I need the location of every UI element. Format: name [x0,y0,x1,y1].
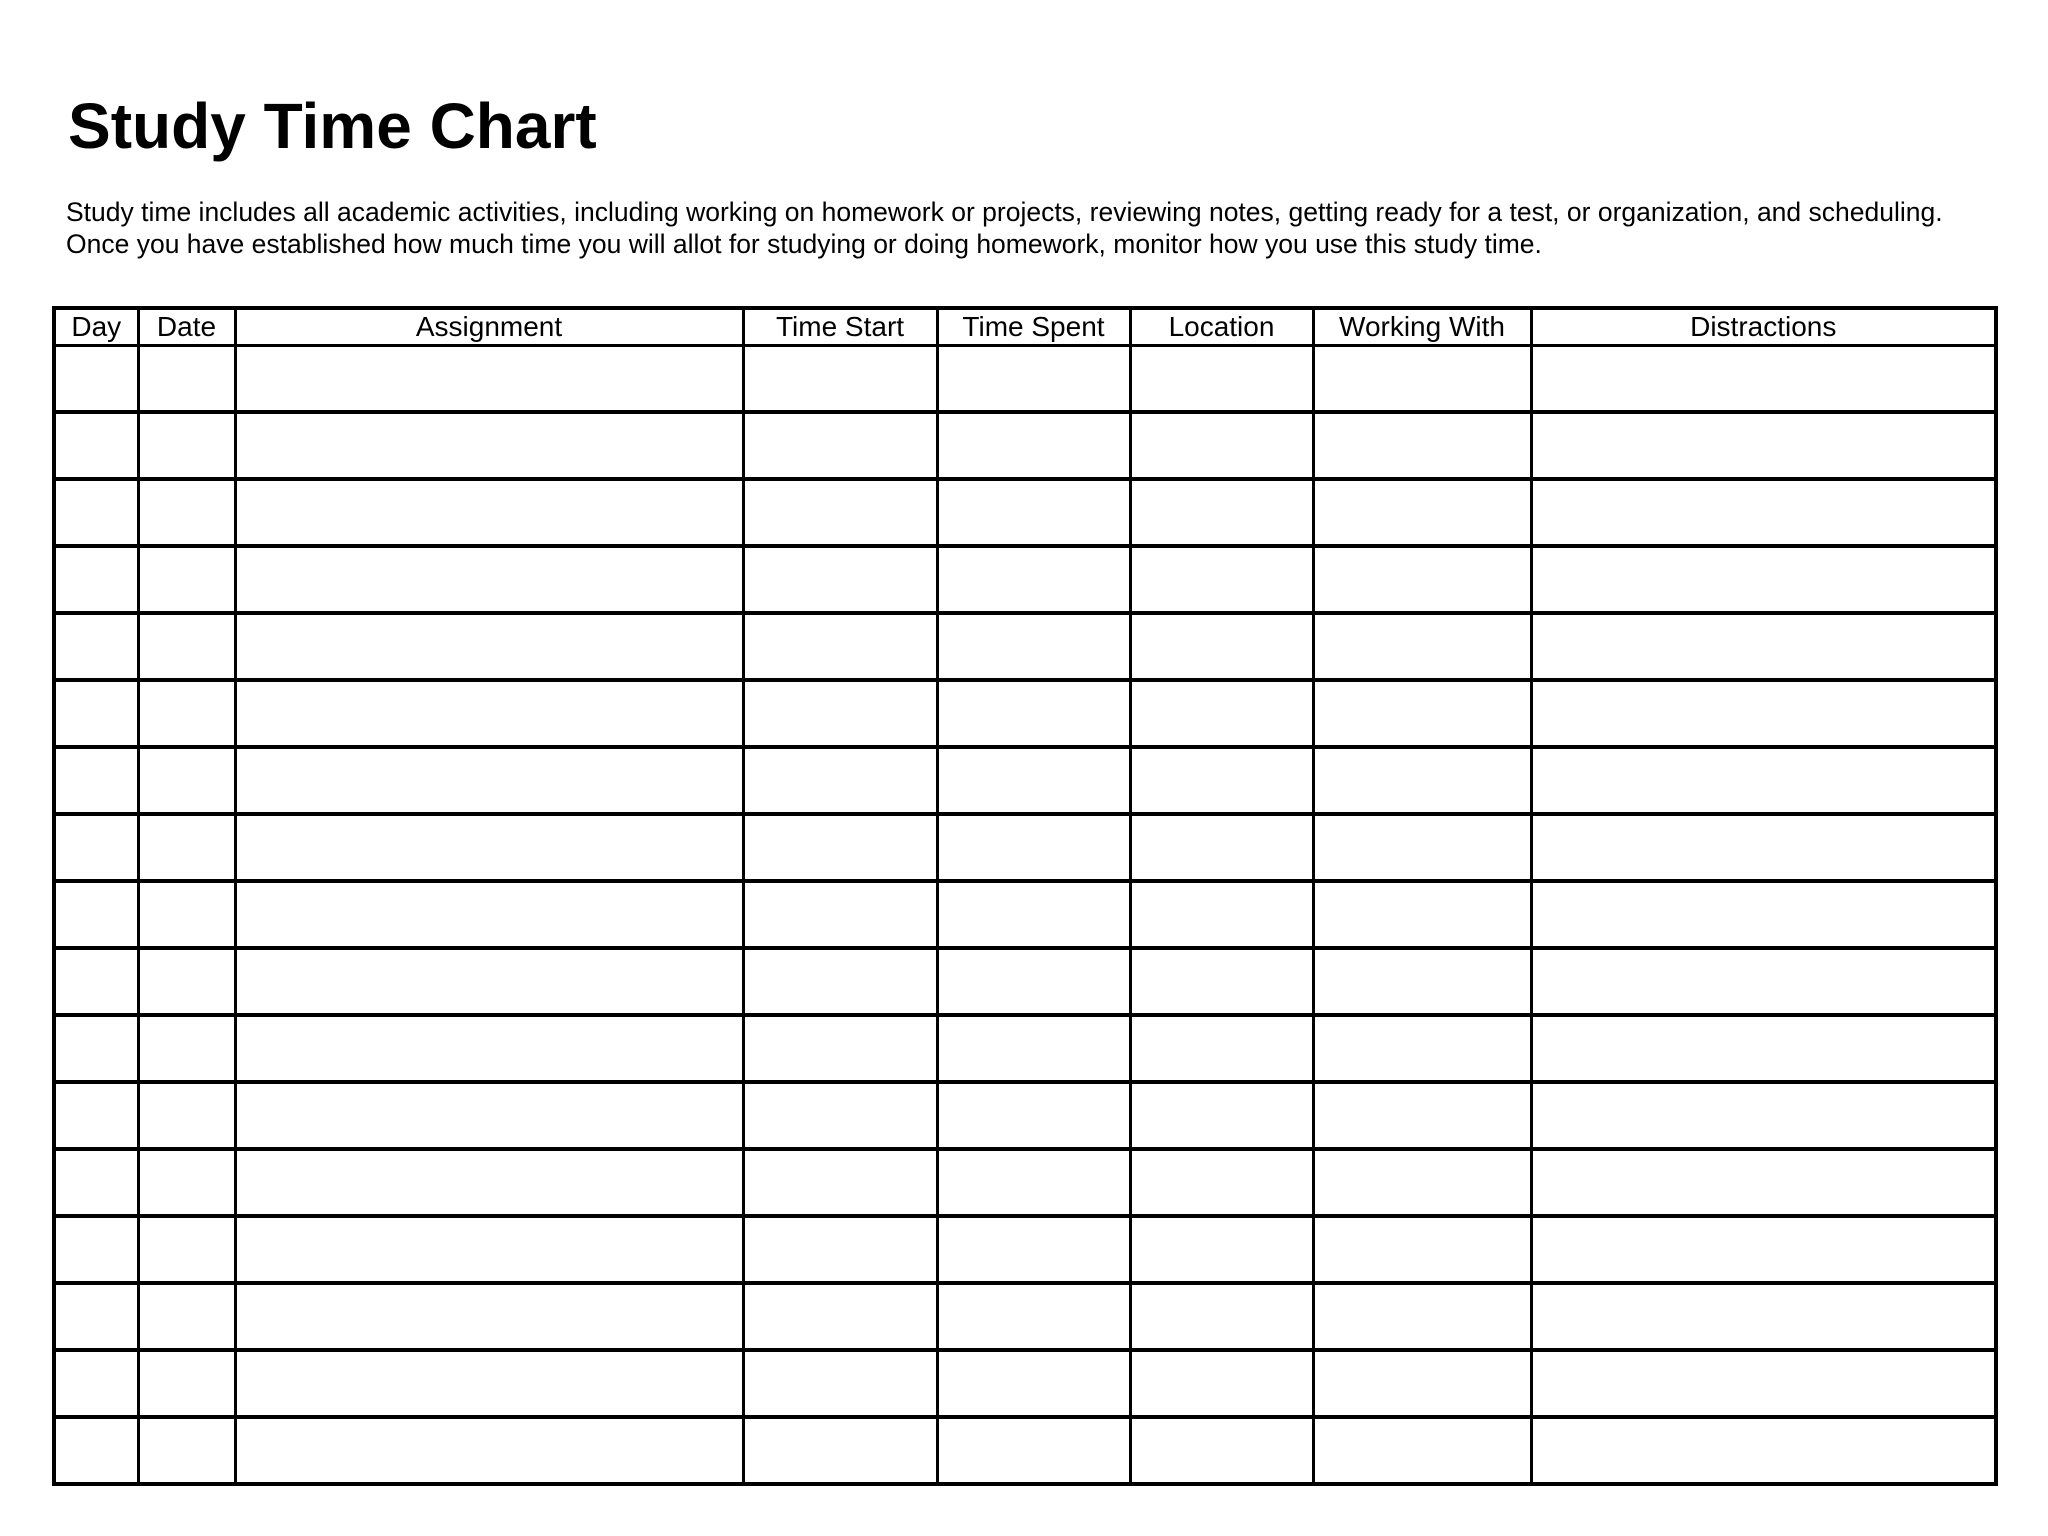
cell-distractions[interactable] [1531,747,1996,814]
cell-day[interactable] [54,1015,138,1082]
cell-location[interactable] [1130,1350,1313,1417]
table-row [54,1417,1996,1484]
cell-location[interactable] [1130,479,1313,546]
cell-location[interactable] [1130,412,1313,479]
cell-time-start[interactable] [743,613,937,680]
cell-date[interactable] [138,948,235,1015]
cell-time-spent[interactable] [937,412,1130,479]
cell-date[interactable] [138,1216,235,1283]
cell-date[interactable] [138,412,235,479]
cell-distractions[interactable] [1531,814,1996,881]
cell-time-spent[interactable] [937,881,1130,948]
table-row [54,1216,1996,1283]
cell-working-with[interactable] [1313,948,1531,1015]
table-row [54,881,1996,948]
cell-assignment[interactable] [235,814,743,881]
cell-time-spent[interactable] [937,479,1130,546]
cell-assignment[interactable] [235,1417,743,1484]
cell-time-spent[interactable] [937,1283,1130,1350]
table-row [54,814,1996,881]
cell-time-start[interactable] [743,680,937,747]
table-row [54,680,1996,747]
cell-time-spent[interactable] [937,948,1130,1015]
cell-distractions[interactable] [1531,1283,1996,1350]
cell-day[interactable] [54,747,138,814]
cell-location[interactable] [1130,948,1313,1015]
table-row [54,1082,1996,1149]
cell-day[interactable] [54,346,138,413]
table-row [54,747,1996,814]
cell-location[interactable] [1130,1216,1313,1283]
cell-day[interactable] [54,1149,138,1216]
table-row [54,1015,1996,1082]
cell-time-spent[interactable] [937,1082,1130,1149]
column-header-day: Day [54,308,138,346]
cell-assignment[interactable] [235,680,743,747]
cell-working-with[interactable] [1313,479,1531,546]
cell-distractions[interactable] [1531,1350,1996,1417]
table-row [54,1350,1996,1417]
cell-distractions[interactable] [1531,948,1996,1015]
cell-distractions[interactable] [1531,1082,1996,1149]
cell-location[interactable] [1130,680,1313,747]
cell-day[interactable] [54,814,138,881]
cell-assignment[interactable] [235,1216,743,1283]
cell-date[interactable] [138,346,235,413]
cell-assignment[interactable] [235,1082,743,1149]
table-row [54,1149,1996,1216]
table-header-row [54,308,1996,346]
cell-day[interactable] [54,680,138,747]
cell-assignment[interactable] [235,1149,743,1216]
cell-assignment[interactable] [235,346,743,413]
cell-date[interactable] [138,1015,235,1082]
cell-working-with[interactable] [1313,1082,1531,1149]
cell-distractions[interactable] [1531,1417,1996,1484]
cell-location[interactable] [1130,1283,1313,1350]
cell-working-with[interactable] [1313,1350,1531,1417]
cell-day[interactable] [54,546,138,613]
cell-time-start[interactable] [743,1216,937,1283]
cell-time-start[interactable] [743,479,937,546]
table-row [54,346,1996,413]
cell-distractions[interactable] [1531,1149,1996,1216]
cell-date[interactable] [138,1417,235,1484]
cell-time-spent[interactable] [937,1216,1130,1283]
cell-distractions[interactable] [1531,613,1996,680]
table-row [54,613,1996,680]
cell-day[interactable] [54,479,138,546]
cell-time-start[interactable] [743,546,937,613]
cell-working-with[interactable] [1313,1015,1531,1082]
cell-day[interactable] [54,1082,138,1149]
cell-date[interactable] [138,881,235,948]
cell-day[interactable] [54,1216,138,1283]
column-header-date: Date [138,308,235,346]
cell-assignment[interactable] [235,546,743,613]
cell-time-spent[interactable] [937,814,1130,881]
cell-distractions[interactable] [1531,1216,1996,1283]
cell-assignment[interactable] [235,613,743,680]
cell-working-with[interactable] [1313,814,1531,881]
cell-working-with[interactable] [1313,1216,1531,1283]
cell-working-with[interactable] [1313,1283,1531,1350]
cell-time-start[interactable] [743,1283,937,1350]
column-header-time-spent: Time Spent [937,308,1130,346]
cell-time-spent[interactable] [937,1015,1130,1082]
cell-distractions[interactable] [1531,412,1996,479]
cell-day[interactable] [54,412,138,479]
table-row [54,948,1996,1015]
cell-assignment[interactable] [235,412,743,479]
cell-date[interactable] [138,1149,235,1216]
cell-distractions[interactable] [1531,680,1996,747]
cell-time-start[interactable] [743,1149,937,1216]
cell-assignment[interactable] [235,881,743,948]
cell-date[interactable] [138,680,235,747]
cell-date[interactable] [138,1283,235,1350]
cell-working-with[interactable] [1313,412,1531,479]
cell-day[interactable] [54,1417,138,1484]
cell-distractions[interactable] [1531,1015,1996,1082]
cell-assignment[interactable] [235,1015,743,1082]
column-header-working-with: Working With [1313,308,1531,346]
intro-paragraph: Study time includes all academic activities, including working on homework or projects, reviewing notes, getting ready for a test, or organization, and scheduling. Once you have established how much time you will allot for studying or doing homework, monitor how you use this study time. [66,197,1943,259]
table-body [54,346,1996,1485]
cell-date[interactable] [138,479,235,546]
cell-assignment[interactable] [235,747,743,814]
cell-day[interactable] [54,1350,138,1417]
study-time-table [52,306,1998,1486]
cell-time-start[interactable] [743,412,937,479]
cell-date[interactable] [138,814,235,881]
cell-location[interactable] [1130,613,1313,680]
cell-location[interactable] [1130,346,1313,413]
cell-date[interactable] [138,747,235,814]
cell-assignment[interactable] [235,948,743,1015]
cell-date[interactable] [138,1350,235,1417]
cell-assignment[interactable] [235,1283,743,1350]
cell-working-with[interactable] [1313,346,1531,413]
cell-time-start[interactable] [743,1350,937,1417]
table-row [54,546,1996,613]
cell-distractions[interactable] [1531,346,1996,413]
cell-location[interactable] [1130,546,1313,613]
column-header-distractions: Distractions [1531,308,1996,346]
cell-assignment[interactable] [235,1350,743,1417]
page-title: Study Time Chart [68,90,597,162]
cell-working-with[interactable] [1313,546,1531,613]
cell-time-start[interactable] [743,814,937,881]
cell-date[interactable] [138,613,235,680]
cell-time-spent[interactable] [937,546,1130,613]
cell-working-with[interactable] [1313,881,1531,948]
cell-location[interactable] [1130,1417,1313,1484]
cell-time-start[interactable] [743,1417,937,1484]
cell-time-start[interactable] [743,1082,937,1149]
cell-day[interactable] [54,881,138,948]
column-header-assignment: Assignment [235,308,743,346]
cell-location[interactable] [1130,881,1313,948]
cell-location[interactable] [1130,1149,1313,1216]
cell-time-spent[interactable] [937,613,1130,680]
table-row [54,412,1996,479]
cell-time-spent[interactable] [937,1350,1130,1417]
cell-time-spent[interactable] [937,1417,1130,1484]
cell-location[interactable] [1130,814,1313,881]
column-header-time-start: Time Start [743,308,937,346]
cell-time-start[interactable] [743,948,937,1015]
cell-assignment[interactable] [235,479,743,546]
cell-working-with[interactable] [1313,613,1531,680]
cell-location[interactable] [1130,747,1313,814]
cell-time-start[interactable] [743,346,937,413]
cell-location[interactable] [1130,1082,1313,1149]
cell-time-start[interactable] [743,747,937,814]
cell-day[interactable] [54,948,138,1015]
cell-working-with[interactable] [1313,1417,1531,1484]
cell-day[interactable] [54,613,138,680]
cell-distractions[interactable] [1531,479,1996,546]
cell-time-spent[interactable] [937,747,1130,814]
cell-working-with[interactable] [1313,747,1531,814]
cell-day[interactable] [54,1283,138,1350]
cell-location[interactable] [1130,1015,1313,1082]
column-header-location: Location [1130,308,1313,346]
cell-time-spent[interactable] [937,1149,1130,1216]
cell-time-spent[interactable] [937,680,1130,747]
cell-time-start[interactable] [743,1015,937,1082]
cell-date[interactable] [138,1082,235,1149]
table-row [54,1283,1996,1350]
cell-working-with[interactable] [1313,1149,1531,1216]
cell-time-spent[interactable] [937,346,1130,413]
cell-date[interactable] [138,546,235,613]
cell-distractions[interactable] [1531,881,1996,948]
study-time-table-container [52,306,1994,1486]
table-row [54,479,1996,546]
cell-working-with[interactable] [1313,680,1531,747]
cell-distractions[interactable] [1531,546,1996,613]
cell-time-start[interactable] [743,881,937,948]
